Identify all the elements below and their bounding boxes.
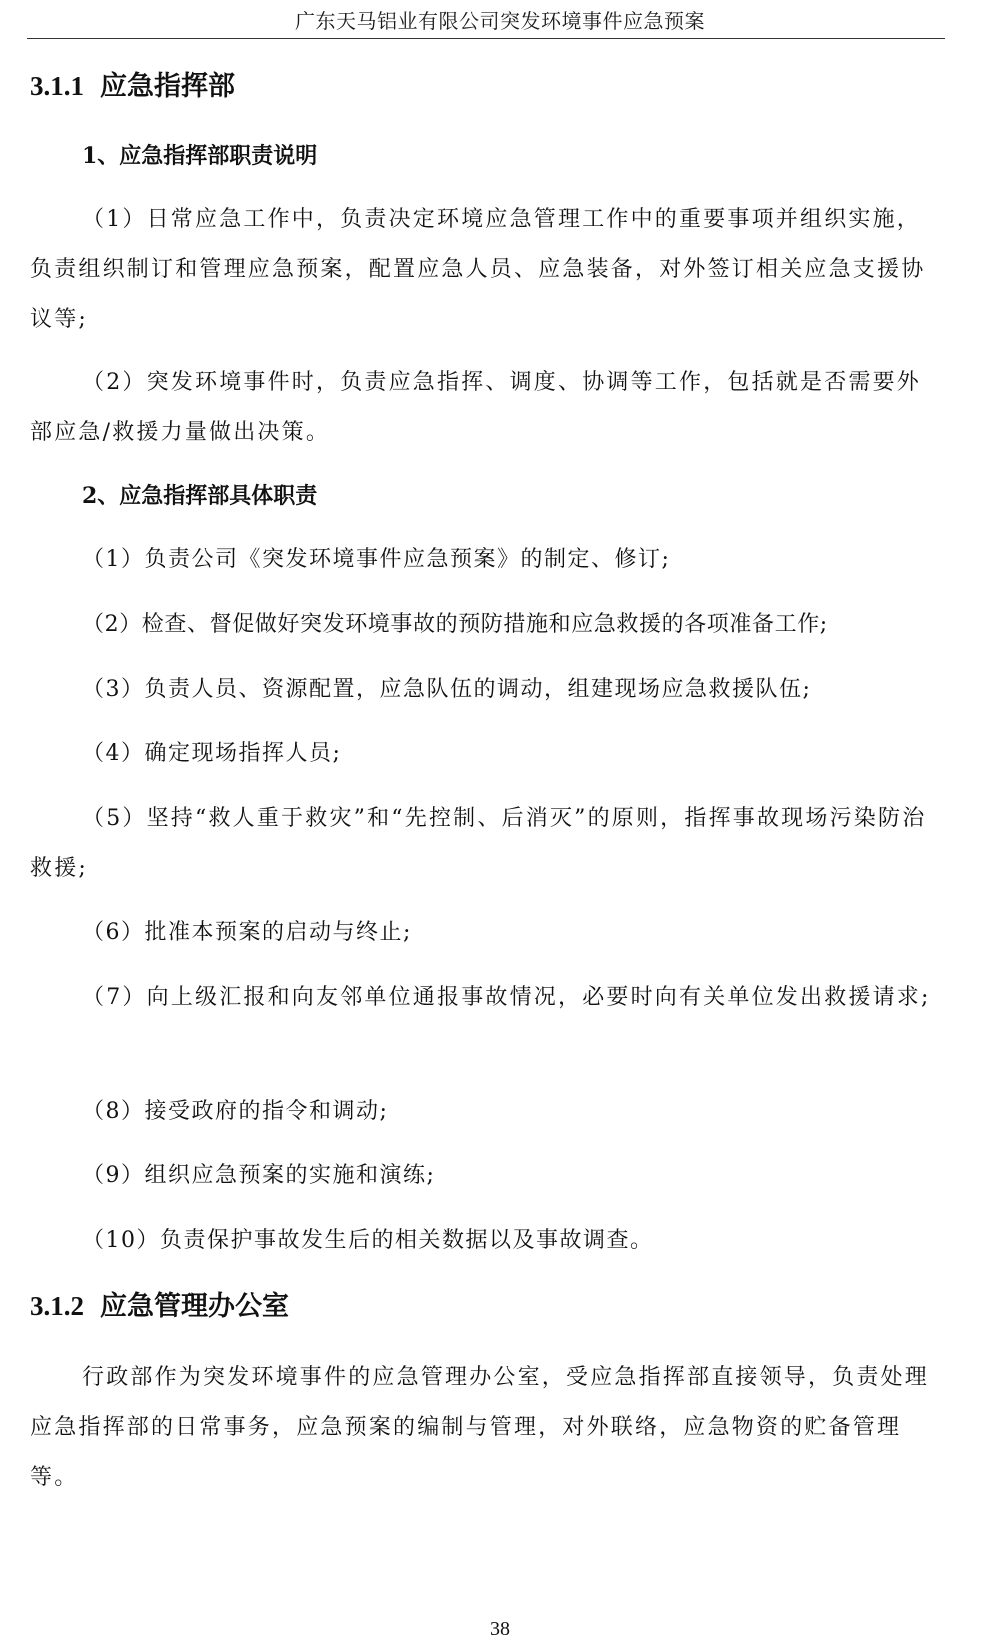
paragraph-duty-1: （1）日常应急工作中，负责决定环境应急管理工作中的重要事项并组织实施，负责组织制订和管理应急预案，配置应急人员、应急装备，对外签订相关应急支援协议等; [30, 207, 926, 332]
list-item-duty: （4）确定现场指挥人员; [82, 741, 342, 766]
section-title: 应急指挥部 [100, 71, 235, 102]
list-item-duty: （8）接受政府的指令和调动; [82, 1099, 389, 1124]
subheading-duty-description: 1、应急指挥部职责说明 [82, 143, 318, 169]
list-item-duty: （2）检查、督促做好突发环境事故的预防措施和应急救援的各项准备工作; [82, 612, 828, 637]
list-item-duty: （9）组织应急预案的实施和演练; [82, 1163, 436, 1188]
section-heading-3-1-1 [30, 69, 235, 104]
section-number: 3.1.2 [30, 1291, 84, 1321]
list-item-duty: （5）坚持“救人重于救灾”和“先控制、后消灭”的原则，指挥事故现场污染防治救援; [30, 806, 927, 881]
section-heading-3-1-2 [30, 1289, 289, 1324]
subheading-specific-duties: 2、应急指挥部具体职责 [82, 483, 318, 509]
list-item-duty: （3）负责人员、资源配置，应急队伍的调动，组建现场应急救援队伍; [82, 677, 812, 702]
list-item-duty: （7）向上级汇报和向友邻单位通报事故情况，必要时向有关单位发出救援请求; [82, 985, 931, 1010]
running-header-title: 广东天马铝业有限公司突发环境事件应急预案 [295, 9, 705, 33]
list-item-duty: （1）负责公司《突发环境事件应急预案》的制定、修订; [82, 547, 671, 572]
header-rule [27, 38, 945, 39]
paragraph-duty-2: （2）突发环境事件时，负责应急指挥、调度、协调等工作，包括就是否需要外部应急/救援力量做出决策。 [30, 370, 921, 445]
section-title: 应急管理办公室 [100, 1291, 289, 1322]
paragraph-office: 行政部作为突发环境事件的应急管理办公室，受应急指挥部直接领导，负责处理应急指挥部的日常事务，应急预案的编制与管理，对外联络，应急物资的贮备管理等。 [30, 1365, 930, 1490]
page-number: 38 [490, 1618, 510, 1640]
list-item-duty: （10）负责保护事故发生后的相关数据以及事故调查。 [82, 1228, 654, 1253]
list-item-duty: （6）批准本预案的启动与终止; [82, 920, 412, 945]
section-number: 3.1.1 [30, 71, 84, 101]
